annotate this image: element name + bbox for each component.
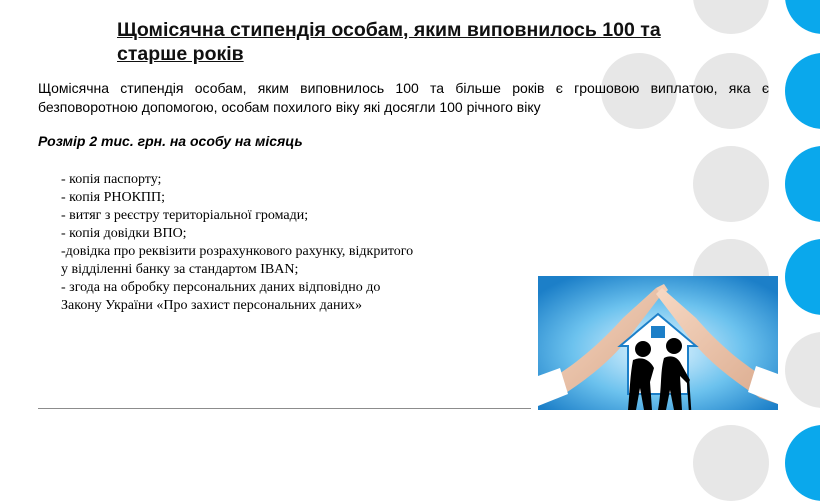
- list-item: Закону України «Про захист персональних даних»: [61, 298, 362, 313]
- divider-line: [38, 408, 531, 409]
- decor-circle: [693, 425, 769, 501]
- decor-circle: [785, 239, 820, 315]
- decor-circle: [785, 53, 820, 129]
- list-item: у відділенні банку за стандартом IBAN;: [61, 262, 299, 277]
- list-item: - згода на обробку персональних даних відповідно до: [61, 280, 381, 295]
- decor-circle: [693, 146, 769, 222]
- list-item: - витяг з реєстру територіальної громади;: [61, 208, 309, 223]
- decor-circle: [785, 425, 820, 501]
- decor-circle: [785, 146, 820, 222]
- amount-heading: Розмір 2 тис. грн. на особу на місяць: [38, 133, 303, 149]
- documents-list: [61, 171, 481, 315]
- intro-paragraph: Щомісячна стипендія особам, яким виповнилось 100 та більше років є грошовою виплатою, яка є безповоротною допомогою, особам похилого віку які досягли 100 річного віку: [38, 80, 769, 115]
- decor-circle: [785, 0, 820, 34]
- list-item: - копія довідки ВПО;: [61, 226, 187, 241]
- slide-title: Щомісячна стипендія особам, яким виповнилось 100 та старше років: [117, 19, 661, 65]
- decor-circle: [785, 332, 820, 408]
- list-item: - копія РНОКПП;: [61, 190, 166, 205]
- hands-roof-elderly-couple-icon: [538, 276, 778, 410]
- list-item: - копія паспорту;: [61, 172, 162, 187]
- list-item: -довідка про реквізити розрахункового рахунку, відкритого: [61, 244, 414, 259]
